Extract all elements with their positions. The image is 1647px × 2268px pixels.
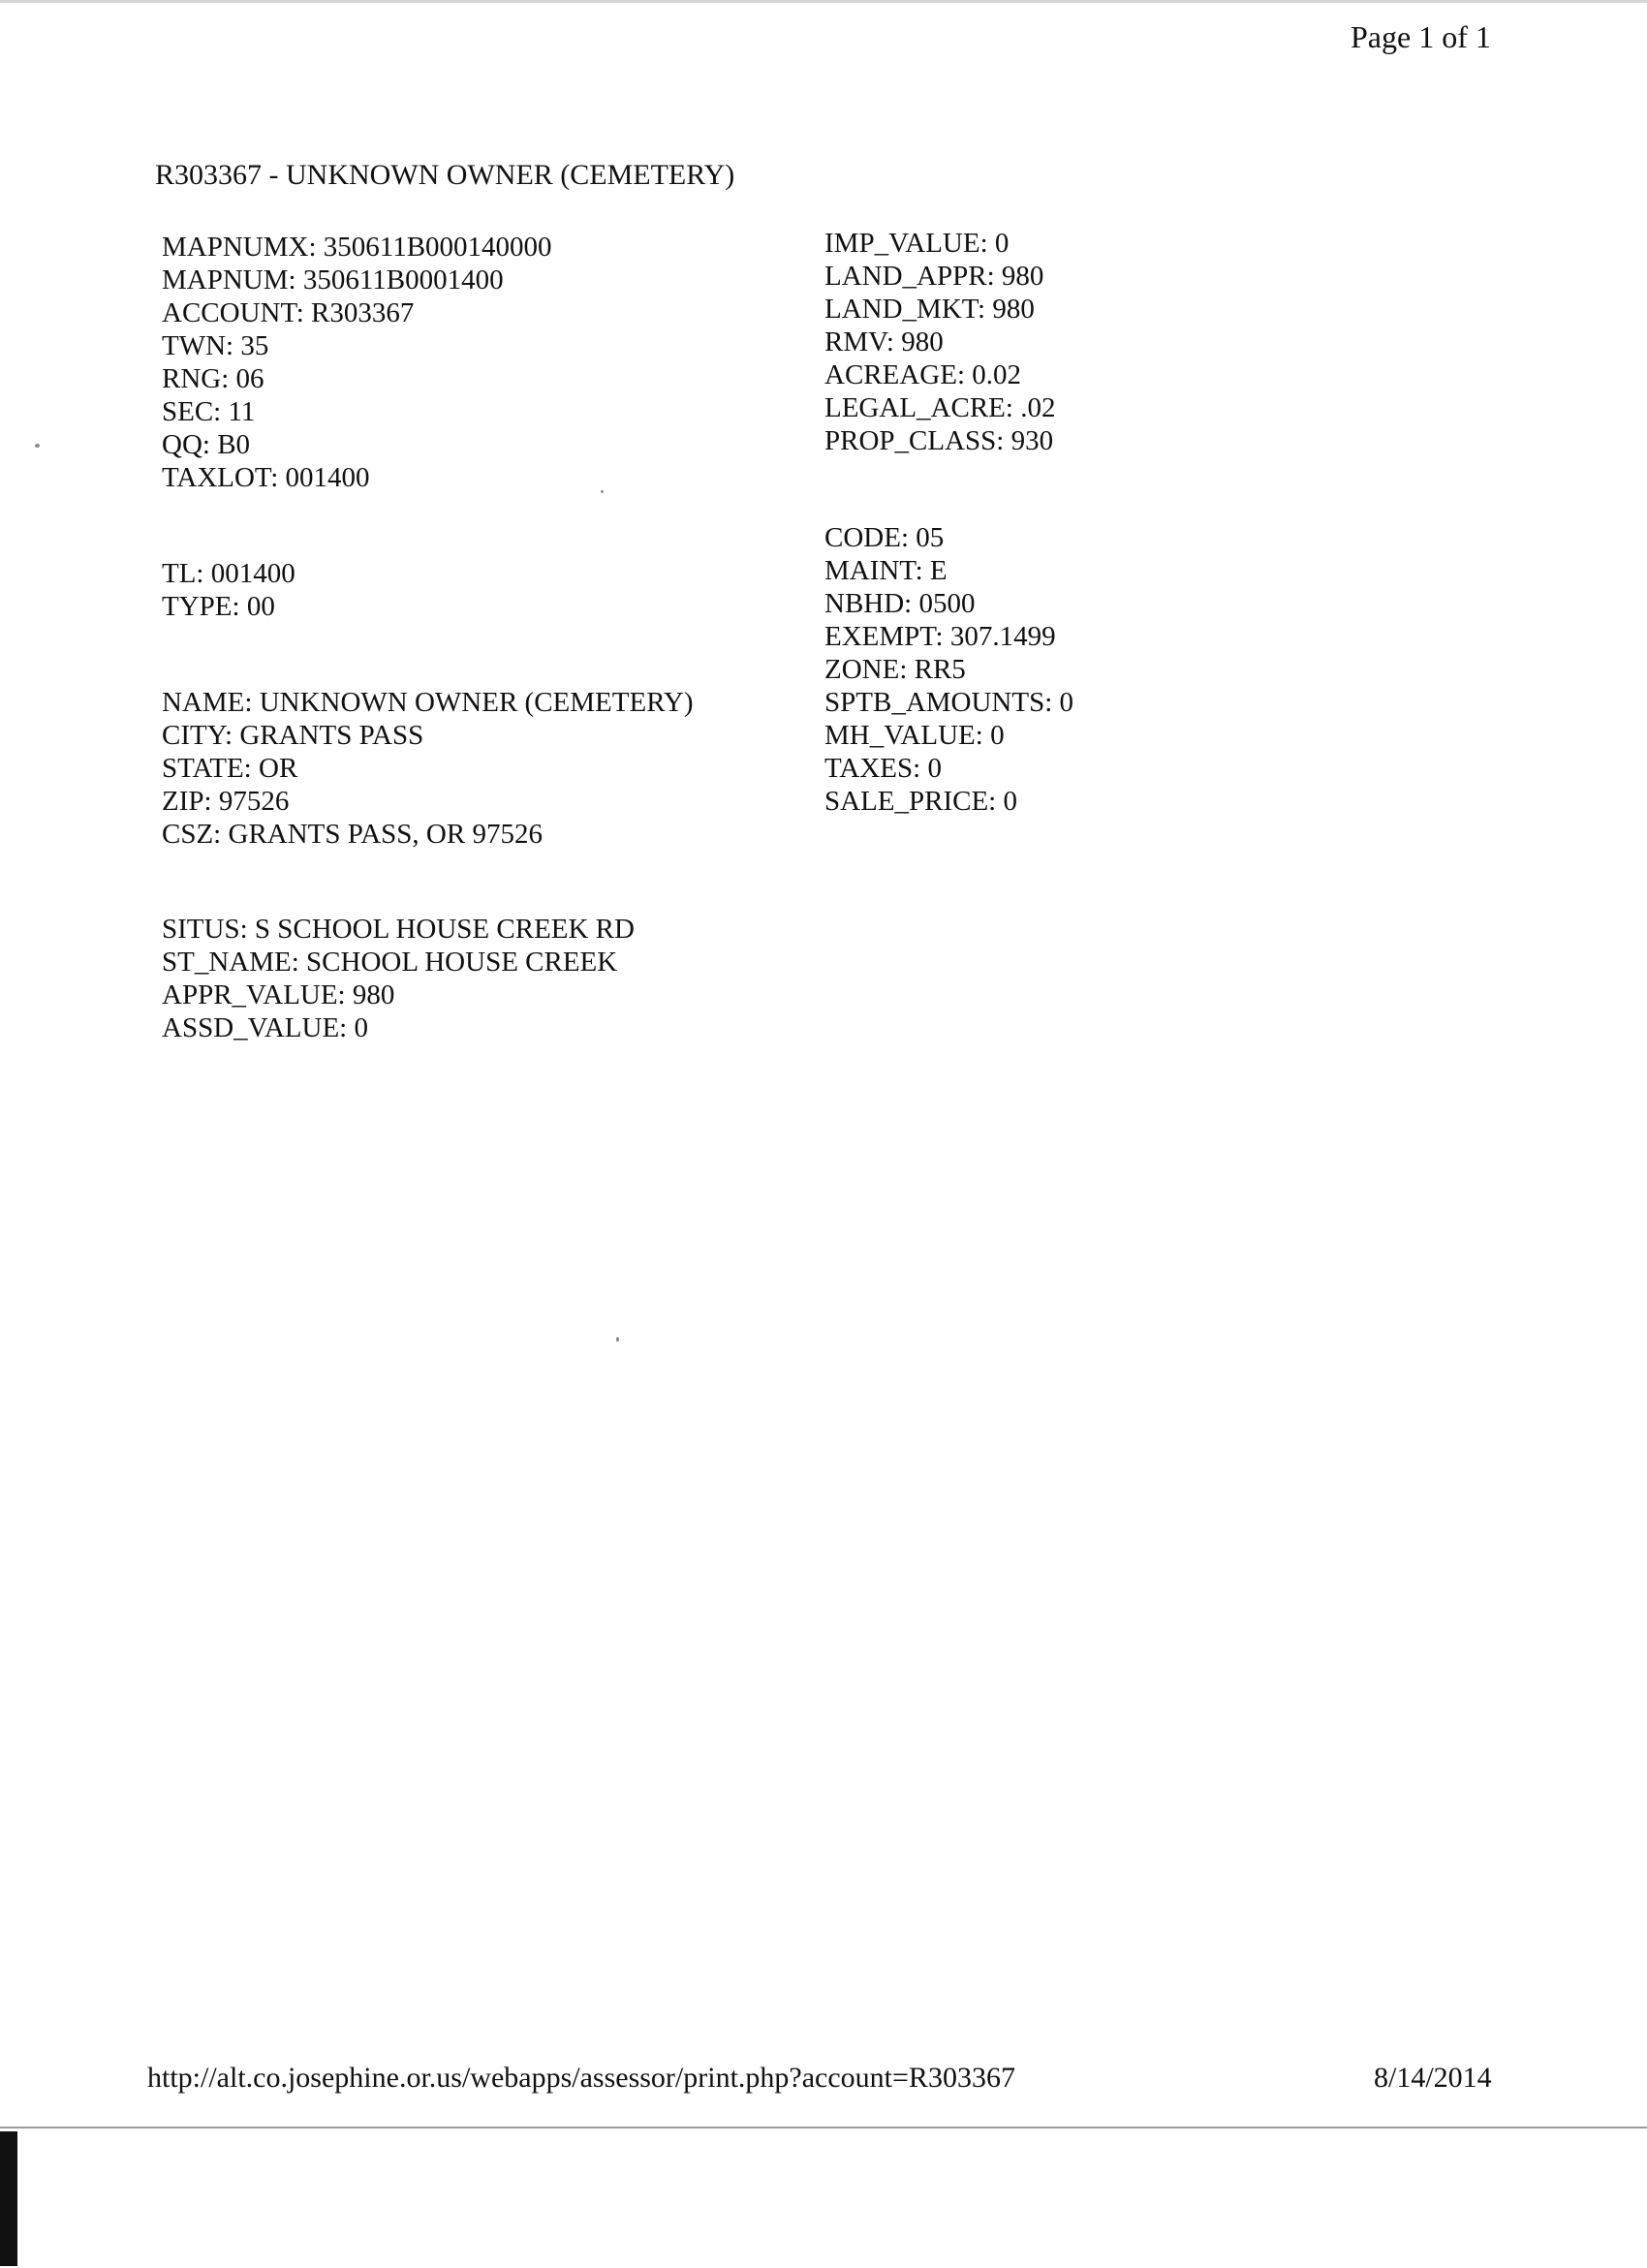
field-row	[162, 686, 694, 719]
field-label: LAND_APPR:	[824, 261, 1002, 292]
field-label: IMP_VALUE:	[824, 228, 995, 259]
field-row	[824, 653, 1073, 686]
field-value: SCHOOL HOUSE CREEK	[306, 947, 618, 978]
field-label: ZIP:	[162, 786, 219, 817]
field-value: UNKNOWN OWNER (CEMETERY)	[259, 687, 694, 718]
field-value: 980	[1001, 261, 1044, 292]
field-value: GRANTS PASS	[239, 720, 424, 751]
field-label: SITUS:	[162, 914, 255, 945]
field-value: .02	[1020, 392, 1056, 423]
field-value: 0	[927, 753, 942, 784]
field-label: MAPNUMX:	[162, 232, 324, 263]
footer-date: 8/14/2014	[1374, 2062, 1492, 2094]
field-label: EXEMPT:	[824, 621, 950, 652]
field-row	[162, 946, 635, 979]
field-value: 0	[1003, 786, 1017, 817]
field-label: TAXES:	[824, 753, 928, 784]
field-row	[824, 358, 1055, 391]
field-row	[162, 818, 694, 851]
field-row	[824, 424, 1055, 457]
field-label: CSZ:	[162, 819, 229, 850]
situs-fields	[162, 913, 635, 1044]
field-label: SPTB_AMOUNTS:	[824, 687, 1060, 718]
field-value: B0	[217, 429, 251, 460]
field-label: LAND_MKT:	[824, 294, 993, 325]
field-value: S SCHOOL HOUSE CREEK RD	[254, 914, 635, 945]
field-label: RNG:	[162, 363, 236, 394]
field-value: 35	[240, 330, 269, 361]
field-row	[824, 785, 1073, 818]
field-row	[162, 296, 552, 329]
field-row	[824, 620, 1073, 653]
page-number: Page 1 of 1	[1351, 19, 1491, 54]
field-label: SALE_PRICE:	[824, 786, 1004, 817]
field-label: TYPE:	[162, 591, 247, 622]
scan-top-edge	[0, 0, 1647, 3]
field-value: 930	[1010, 425, 1054, 456]
field-value: 0.02	[972, 359, 1021, 390]
value-fields	[824, 227, 1055, 457]
field-value: 05	[916, 522, 945, 553]
field-value: GRANTS PASS, OR 97526	[228, 819, 543, 850]
field-row	[824, 521, 1073, 554]
field-row	[162, 362, 552, 395]
owner-fields	[162, 686, 694, 851]
field-row	[824, 227, 1055, 260]
field-value: 97526	[218, 786, 290, 817]
field-value: 0	[994, 228, 1010, 259]
field-value: OR	[259, 753, 298, 784]
scan-bottom-area	[0, 2127, 1647, 2268]
field-row	[162, 590, 295, 623]
field-row	[162, 395, 552, 428]
field-value: E	[929, 555, 948, 586]
field-label: PROP_CLASS:	[824, 425, 1011, 456]
parcel-fields	[162, 231, 552, 494]
field-value: 00	[246, 591, 275, 622]
field-value: 0500	[918, 588, 976, 619]
field-label: LEGAL_ACRE:	[824, 392, 1021, 423]
field-value: 980	[992, 294, 1035, 325]
field-row	[162, 785, 694, 818]
field-label: ACCOUNT:	[162, 297, 312, 328]
field-value: R303367	[311, 297, 415, 328]
field-row	[824, 719, 1073, 752]
field-value: RR5	[914, 654, 966, 685]
field-value: 001400	[210, 558, 295, 589]
field-label: CITY:	[162, 720, 240, 751]
scan-bottom-edge	[0, 2131, 17, 2266]
field-row	[824, 260, 1055, 293]
field-row	[162, 752, 694, 785]
field-label: NBHD:	[824, 588, 919, 619]
field-value: 980	[352, 979, 395, 1010]
field-row	[162, 264, 552, 296]
field-label: TAXLOT:	[162, 462, 286, 493]
field-label: MH_VALUE:	[824, 720, 991, 751]
field-row	[824, 686, 1073, 719]
field-label: ST_NAME:	[162, 947, 307, 978]
code-fields	[824, 521, 1073, 818]
field-label: TWN:	[162, 330, 241, 361]
field-value: 06	[235, 363, 264, 394]
field-label: QQ:	[162, 429, 218, 460]
document-title: R303367 - UNKNOWN OWNER (CEMETERY)	[155, 159, 735, 191]
field-value: 307.1499	[949, 621, 1056, 652]
field-row	[824, 391, 1055, 424]
taxlot-fields	[162, 557, 295, 623]
field-label: MAINT:	[824, 555, 930, 586]
field-row	[162, 461, 552, 494]
field-row	[824, 293, 1055, 326]
field-row	[162, 719, 694, 752]
field-value: 0	[1059, 687, 1074, 718]
field-row	[824, 554, 1073, 587]
field-value: 11	[228, 396, 256, 427]
field-label: ACREAGE:	[824, 359, 973, 390]
field-value: 0	[354, 1012, 368, 1043]
field-label: RMV:	[824, 326, 902, 357]
field-value: 350611B0001400	[302, 264, 504, 295]
field-label: NAME:	[162, 687, 260, 718]
scan-speck	[35, 444, 40, 448]
field-row	[162, 231, 552, 264]
field-label: APPR_VALUE:	[162, 979, 353, 1010]
field-label: ZONE:	[824, 654, 915, 685]
field-value: 980	[901, 326, 944, 357]
field-label: MAPNUM:	[162, 264, 303, 295]
field-row	[162, 1011, 635, 1044]
field-row	[162, 428, 552, 461]
field-label: STATE:	[162, 753, 259, 784]
field-row	[824, 752, 1073, 785]
field-label: SEC:	[162, 396, 229, 427]
field-row	[824, 587, 1073, 620]
field-label: CODE:	[824, 522, 917, 553]
field-label: ASSD_VALUE:	[162, 1012, 355, 1043]
field-value: 350611B000140000	[323, 232, 552, 263]
field-label: TL:	[162, 558, 211, 589]
field-value: 0	[990, 720, 1005, 751]
field-row	[162, 979, 635, 1011]
scan-speck	[616, 1337, 619, 1342]
field-row	[162, 557, 295, 590]
scan-speck	[601, 490, 604, 493]
field-row	[162, 913, 635, 946]
field-value: 001400	[285, 462, 370, 493]
footer-url: http://alt.co.josephine.or.us/webapps/assessor/print.php?account=R303367	[147, 2062, 1015, 2094]
field-row	[162, 329, 552, 362]
field-row	[824, 326, 1055, 358]
